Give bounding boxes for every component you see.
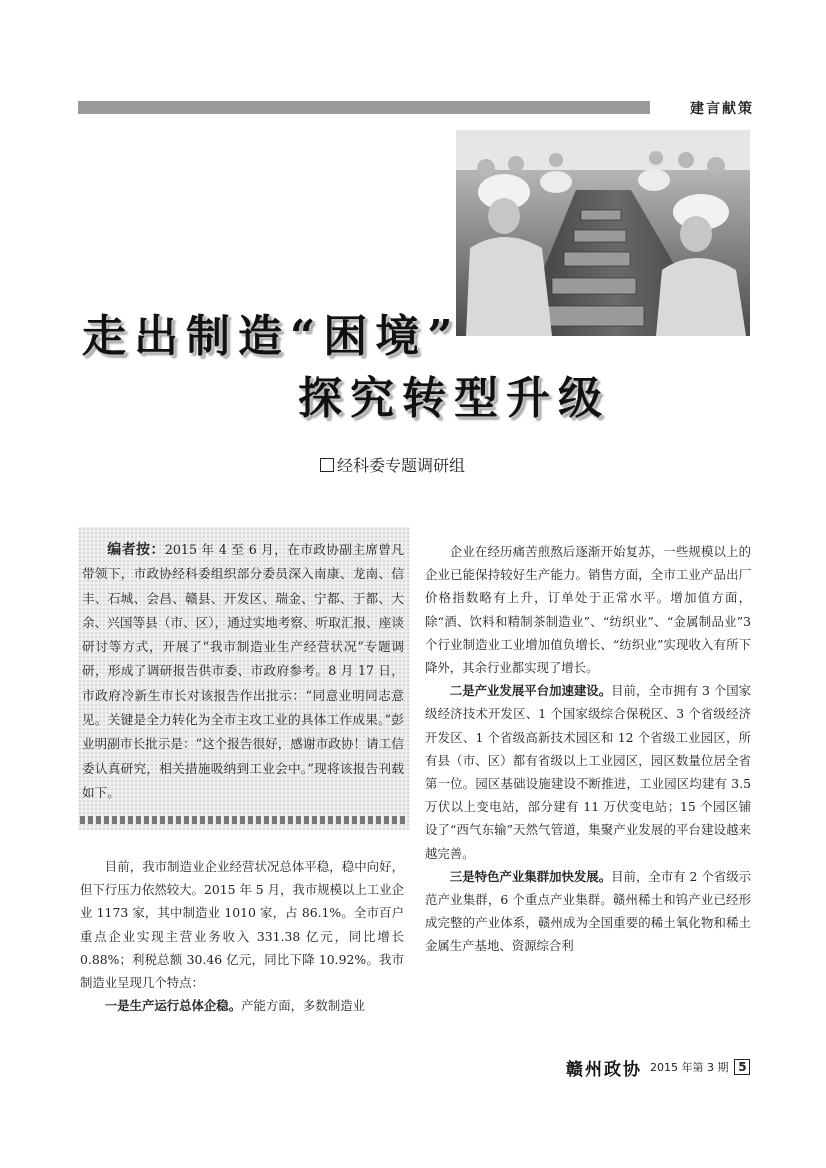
page-number: 5 [734, 1059, 750, 1075]
page-footer [566, 1056, 750, 1078]
body-column-right [425, 540, 751, 958]
editor-note-lead: 编者按： [107, 542, 165, 558]
paragraph: 目前，我市制造业企业经营状况总体平稳，稳中向好，但下行压力依然较大。2015 年 5 月，我市规模以上工业企业 1173 家，其中制造业 1010 家，占 86.1%。全市百户重点企业实现主营业务收入 331.38 亿元，同比增长 0.88%；利税总额 30.46 亿元，同比下降 10.92%。我市制造业呈现几个特点： [80, 859, 404, 991]
byline [320, 453, 520, 476]
paragraph-text: 产能方面，多数制造业 [241, 998, 365, 1014]
editor-note [82, 538, 404, 805]
dashed-divider [80, 816, 406, 824]
paragraph-lead: 三是特色产业集群加快发展。 [449, 868, 612, 884]
editor-note-text: 2015 年 4 至 6 月，在市政协副主席曾凡带领下，市政协经科委组织部分委员深入南康、龙南、信丰、石城、会昌、赣县、开发区、瑞金、宁都、于都、大余、兴国等县（市、区），通过实地考察、听取汇报、座谈研讨等方式，开展了“我市制造业生产经营状况”专题调研，形成了调研报告供市委、市政府参考。8 月 17 日，市政府冷新生市长对该报告作出批示：“同意业明同志意见。关键是全力转化为全市主攻工业的具体工作成果。”彭业明副市长批示是：“这个报告很好，感谢市政协！请工信委认真研究，相关措施吸纳到工业会中。”现将该报告刊载如下。 [82, 542, 405, 800]
article-title-line1: 走出制造“困境” [82, 311, 461, 362]
header-bar [78, 101, 650, 114]
paragraph [80, 994, 404, 1017]
paragraph [425, 865, 751, 958]
issue-number: 2015 年第 3 期 [650, 1061, 729, 1074]
square-box-icon [320, 458, 334, 472]
paragraph-text: 目前，全市有 2 个省级示范产业集群，6 个重点产业集群。赣州稀土和钨产业已经形成完整的产业体系，赣州成为全国重要的稀土氧化物和稀土金属生产基地、资源综合利 [425, 868, 751, 954]
paragraph [425, 679, 751, 865]
magazine-name: 赣州政协 [566, 1059, 642, 1080]
paragraph: 企业在经历痛苦煎熬后逐渐开始复苏，一些规模以上的企业已能保持较好生产能力。销售方面，全市工业产品出厂价格指数略有上升，订单处于正常水平。增加值方面，除“酒、饮料和精制茶制造业”、“纺织业”、“金属制品业”3 个行业制造业工业增加值负增长、“纺织业”实现收入有所下降外，其余行业都实现了增长。 [425, 544, 751, 676]
byline-text: 经科委专题调研组 [337, 456, 466, 475]
article-title-line2: 探究转型升级 [298, 373, 610, 424]
factory-assembly-line-photo [456, 130, 750, 336]
paragraph-lead: 一是生产运行总体企稳。 [104, 998, 242, 1014]
paragraph-lead: 二是产业发展平台加速建设。 [449, 683, 612, 699]
section-label: 建言献策 [690, 101, 754, 117]
paragraph-text: 目前，全市拥有 3 个国家级经济技术开发区、1 个国家级综合保税区、3 个省级经济开发区、1 个省级高新技术园区和 12 个省级工业园区，所有县（市、区）都有省级以上工业园区，园区数量位居全省第一位。园区基础设施建设不断推进，工业园区均建有 3.5 万伏以上变电站，部分建有 11 万伏变电站；15 个园区铺设了“西气东输”天然气管道，集聚产业发展的平台建设越来越完善。 [425, 683, 751, 861]
body-column-left [80, 855, 404, 1017]
